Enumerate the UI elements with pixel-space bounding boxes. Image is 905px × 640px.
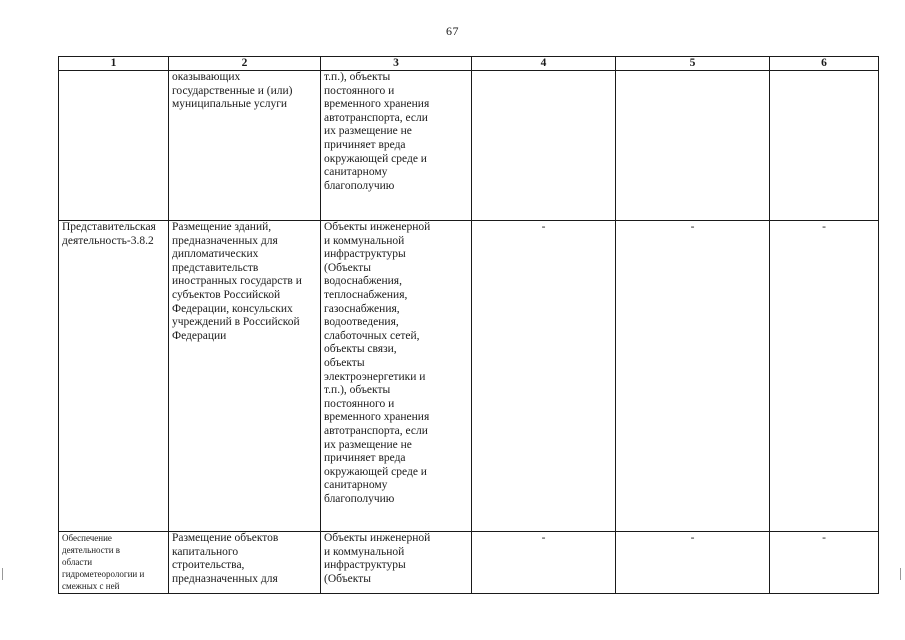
cell-text: Объекты инженерной и коммунальной инфраструктуры (Объекты — [324, 532, 431, 585]
table-row — [59, 221, 879, 532]
table-row — [59, 532, 879, 594]
cell-col6 — [770, 71, 879, 221]
cell-col4 — [472, 221, 616, 532]
land-use-table — [58, 56, 879, 594]
cell-text: - — [822, 532, 826, 544]
cell-text: т.п.), объекты постоянного и временного хранения автотранспорта, если их размещение не причиняет вреда окружающей среде и санитарному благополучию — [324, 71, 430, 192]
cell-col5 — [616, 71, 770, 221]
cell-text: оказывающих государственные и (или) муниципальные услуги — [172, 71, 293, 111]
cell-auxiliary-objects — [321, 221, 472, 532]
cell-text: - — [541, 221, 546, 233]
cell-text: - — [541, 532, 546, 544]
cell-text: - — [690, 532, 695, 544]
cell-auxiliary-objects — [321, 71, 472, 221]
table-header-row — [59, 57, 879, 71]
column-header-3: 3 — [321, 57, 472, 71]
column-header-5: 5 — [616, 57, 770, 71]
cell-text: - — [690, 221, 695, 233]
cell-description — [169, 221, 321, 532]
cell-use-type — [59, 532, 169, 594]
cell-text: Объекты инженерной и коммунальной инфраструктуры (Объекты водоснабжения, теплоснабжения, газоснабжения, водоотведения, слаботочных сетей, объекты связи, объекты электроэнергетики и т.п.), объекты постоянного и временного хранения автотранспорта, если их размещение не причиняет вреда окружающей среде и санитарному благополучию — [324, 221, 431, 505]
scan-edge-mark-left — [2, 568, 3, 580]
column-header-2: 2 — [169, 57, 321, 71]
cell-text: Представительская деятельность-3.8.2 — [62, 221, 156, 247]
column-header-4: 4 — [472, 57, 616, 71]
cell-text: Размещение зданий, предназначенных для дипломатических представительств иностранных государств и субъектов Российской Федерации, консульских учреждений в Российской Федерации — [172, 221, 302, 342]
cell-col6 — [770, 221, 879, 532]
cell-use-type — [59, 71, 169, 221]
cell-col5 — [616, 221, 770, 532]
cell-auxiliary-objects — [321, 532, 472, 594]
table-row — [59, 71, 879, 221]
cell-col6 — [770, 532, 879, 594]
cell-text: - — [822, 221, 826, 233]
cell-col5 — [616, 532, 770, 594]
page-number: 67 — [446, 24, 459, 38]
cell-use-type — [59, 221, 169, 532]
column-header-1: 1 — [59, 57, 169, 71]
cell-description — [169, 532, 321, 594]
cell-text: Обеспечение деятельности в области гидрометеорологии и смежных с ней — [62, 533, 145, 591]
scan-edge-mark-right — [900, 568, 901, 580]
cell-text: Размещение объектов капитального строительства, предназначенных для — [172, 532, 279, 585]
column-header-6: 6 — [770, 57, 879, 71]
cell-col4 — [472, 532, 616, 594]
cell-description — [169, 71, 321, 221]
cell-col4 — [472, 71, 616, 221]
